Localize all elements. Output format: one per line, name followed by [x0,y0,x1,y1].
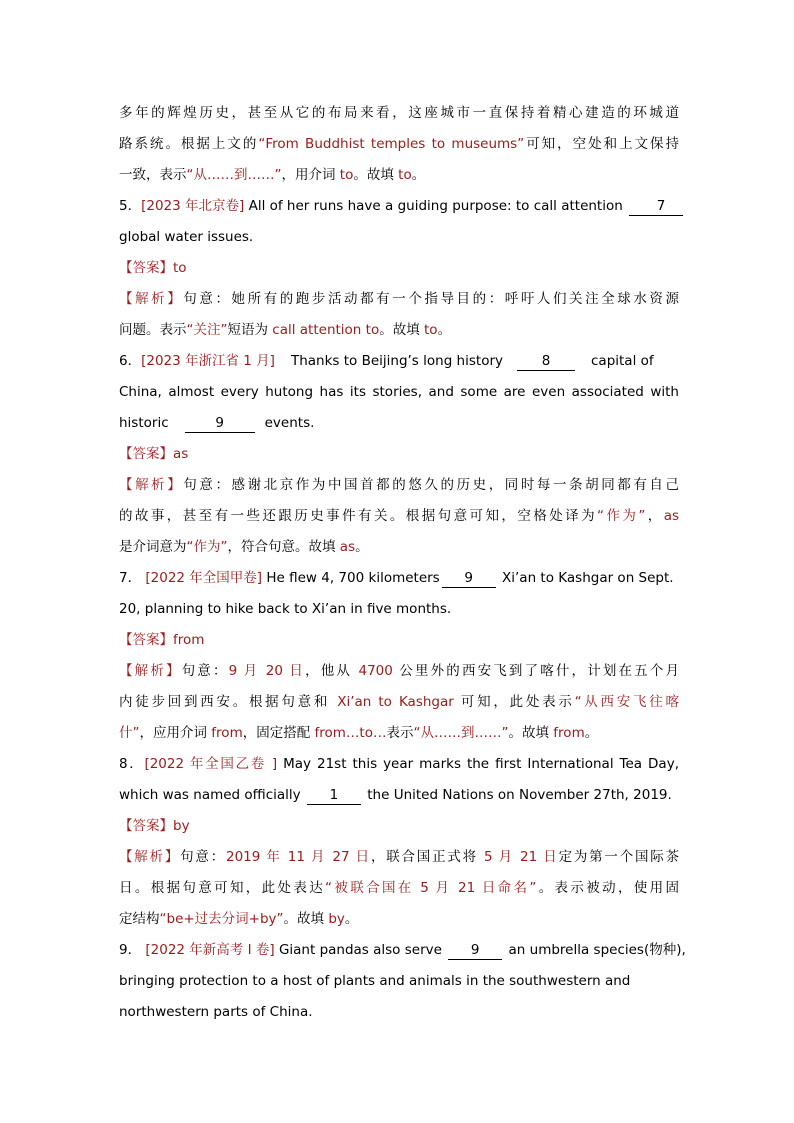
explanation-text: 定结构 [119,911,160,927]
intro-keyword: to [339,167,354,183]
answer-label: 【答案】 [119,260,173,276]
explanation-8-line-1 [119,842,679,873]
question-8-line-1 [119,749,679,780]
explanation-text: 公里外的西安飞到了喀什，计划在五个月 [392,663,680,679]
explanation-text: 。 [355,539,369,555]
answer-blank: 9 [185,415,255,433]
explanation-date: 5 月 21 日 [484,849,559,865]
answer-value: by [173,818,190,834]
explanation-answer: from [553,725,585,741]
explanation-8-line-3 [119,904,679,935]
explanation-answer: to [424,322,438,338]
intro-text: 。 [411,167,426,183]
explanation-text: ，符合句意。故填 [227,539,340,555]
explanation-date: 2019 年 11 月 27 日 [226,849,371,865]
answer-label: 【答案】 [119,818,173,834]
explanation-quote: “关注” [186,322,228,338]
question-source: [2022 年新高考 I 卷] [145,942,275,958]
answer-5 [119,253,679,284]
question-6-line-1 [119,346,679,377]
question-number: 8． [119,756,145,772]
explanation-8-line-2 [119,873,679,904]
explanation-text: 。 [437,322,452,338]
explanation-7-line-2 [119,687,679,718]
question-5-line-1 [119,191,679,222]
answer-value: to [173,260,187,276]
answer-blank: 9 [442,570,496,588]
explanation-keyword: Xi’an to Kashgar [337,694,454,710]
question-number: 7． [119,570,142,586]
question-text: global water issues. [119,229,254,245]
explanation-text: 句意：她所有的跑步活动都有一个指导目的：呼吁人们关注全球水资源 [183,291,680,307]
intro-line-2 [119,129,679,160]
answer-blank: 1 [307,787,361,805]
explanation-text: 。 [344,911,359,927]
question-text: May 21st this year marks the first International Tea Day, [283,756,679,772]
question-6-line-3 [119,408,679,439]
explanation-text: 短语为 [227,322,273,338]
explanation-quote: “从……到……” [413,725,509,741]
explanation-text: 内徒步回到西安。根据句意和 [119,694,338,710]
answer-blank: 7 [629,198,683,216]
explanation-6-line-1 [119,470,679,501]
question-9-line-2 [119,966,679,997]
question-9-line-1 [119,935,686,966]
explanation-text: 可知，此处表示 [453,694,575,710]
explanation-quote: 什” [119,725,140,741]
explanation-text: 定为第一个国际茶 [558,849,680,865]
answer-value: from [173,632,205,648]
explanation-text: 。故填 [283,911,329,927]
explanation-text: 句意： [181,663,229,679]
intro-quote: “从……到……” [186,167,282,183]
intro-line-3 [119,160,679,191]
explanation-7-line-1 [119,656,679,687]
explanation-5-line-1 [119,284,679,315]
explanation-6-line-2 [119,501,679,532]
explanation-text: 的故事，甚至有一些还跟历史事件有关。根据句意可知，空格处译为 [119,508,598,524]
question-text: which was named officially [119,787,301,803]
intro-text: 一致，表示 [119,167,187,183]
question-text: China, almost every hutong has its stories, and some are even associated with [119,384,679,400]
explanation-text: ， [645,508,664,524]
explanation-text: 。 [584,725,599,741]
question-text: bringing protection to a host of plants and animals in the southwestern and [119,973,631,989]
answer-6 [119,439,679,470]
explanation-text: 问题。表示 [119,322,187,338]
answer-value: as [173,446,189,462]
explanation-label: 【解析】 [119,849,181,865]
explanation-label: 【解析】 [119,477,184,493]
explanation-quote: “作为” [186,539,228,555]
question-source: [2022 年全国甲卷] [145,570,263,586]
question-text: capital of [591,353,654,369]
question-8-line-2 [119,780,679,811]
intro-text: ，用介词 [281,167,340,183]
answer-blank: 8 [517,353,575,371]
question-number: 5． [119,198,142,214]
explanation-keyword: from…to… [314,725,387,741]
explanation-text: 句意：感谢北京作为中国首都的悠久的历史，同时每一条胡同都有自己 [183,477,680,493]
explanation-keyword: from [211,725,243,741]
explanation-label: 【解析】 [119,663,182,679]
question-source: [2023 年浙江省 1 月] [141,353,275,369]
question-text: historic [119,415,169,431]
question-number: 9． [119,942,142,958]
explanation-number: 4700 [358,663,393,679]
intro-line-1 [119,98,679,129]
question-text: Thanks to Beijing’s long history [290,353,503,369]
question-text: All of her runs have a guiding purpose: to call attention [248,198,623,214]
explanation-answer: as [339,539,356,555]
explanation-text: 。表示被动，使用固 [536,880,680,896]
question-7-line-1 [119,563,679,594]
explanation-text: 。故填 [508,725,554,741]
explanation-text: 日。根据句意可知，此处表达 [119,880,326,896]
explanation-quote: “作为” [597,508,646,524]
question-text: 20, planning to hike back to Xi’an in five months. [119,601,452,617]
explanation-quote: “be+过去分词+by” [159,911,284,927]
question-6-line-2 [119,377,679,408]
explanation-7-line-3 [119,718,679,749]
question-number: 6． [119,353,142,369]
explanation-5-line-2 [119,315,679,346]
explanation-date: 9 月 20 日 [228,663,306,679]
question-text: northwestern parts of China. [119,1004,313,1020]
intro-text: 路系统。根据上文的 [119,136,259,152]
answer-7 [119,625,679,656]
question-text: Xi’an to Kashgar on Sept. [502,570,674,586]
question-9-line-3 [119,997,679,1028]
explanation-quote: “从西安飞往喀 [574,694,680,710]
explanation-text: 。故填 [379,322,425,338]
answer-label: 【答案】 [119,632,173,648]
question-text: He flew 4, 700 kilometers [266,570,440,586]
explanation-text: ，联合国正式将 [370,849,484,865]
intro-text: 多年的辉煌历史，甚至从它的布局来看，这座城市一直保持着精心建造的环城道 [119,105,679,121]
explanation-quote: “被联合国在 5 月 21 日命名” [325,880,537,896]
question-5-line-2 [119,222,679,253]
explanation-text: ，应用介词 [139,725,212,741]
explanation-label: 【解析】 [119,291,184,307]
intro-text: 。故填 [353,167,399,183]
question-text: the United Nations on November 27th, 2019. [367,787,672,803]
answer-8 [119,811,679,842]
document-body [119,98,686,1028]
explanation-answer: by [328,911,345,927]
question-text: events. [264,415,315,431]
question-source: [2022 年全国乙卷 ] [144,756,278,772]
explanation-text: 表示 [386,725,414,741]
explanation-keyword: as [663,508,680,524]
explanation-text: ，他从 [305,663,359,679]
question-text: Giant pandas also serve [278,942,442,958]
answer-blank: 9 [448,942,502,960]
explanation-keyword: call attention to [272,322,380,338]
intro-text: 可知，空处和上文保持 [524,136,680,152]
explanation-6-line-3 [119,532,679,563]
explanation-text: 是介词意为 [119,539,187,555]
answer-label: 【答案】 [119,446,173,462]
explanation-text: ，固定搭配 [242,725,315,741]
question-source: [2023 年北京卷] [141,198,245,214]
intro-quote: “From Buddhist temples to museums” [258,136,525,152]
question-7-line-2 [119,594,679,625]
explanation-text: 句意： [180,849,226,865]
intro-answer: to [398,167,412,183]
question-text: an umbrella species(物种), [508,942,686,958]
